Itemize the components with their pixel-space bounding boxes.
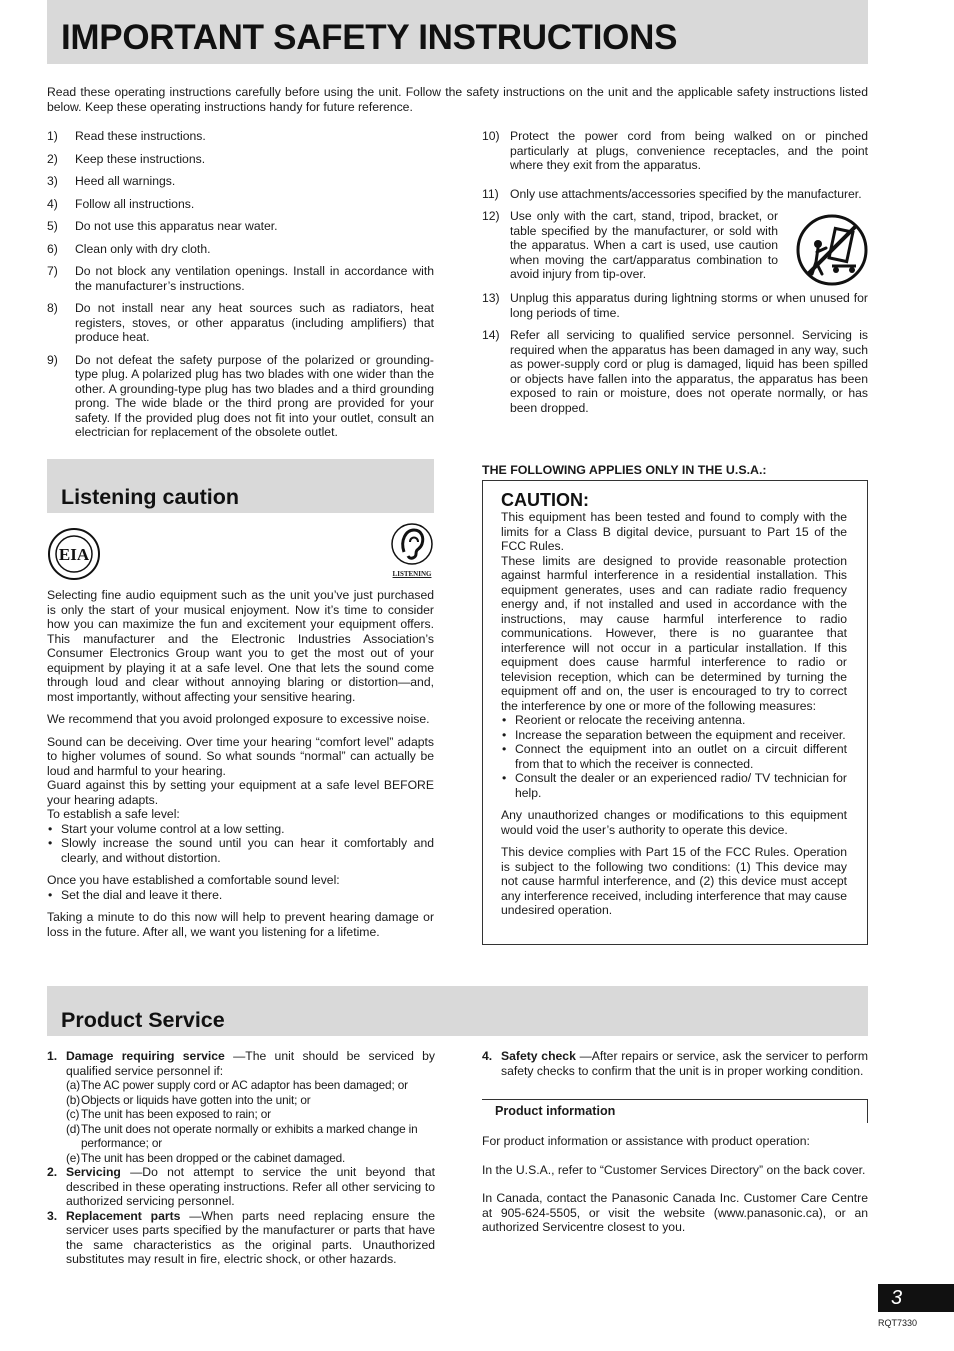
document-code: RQT7330 (878, 1318, 918, 1328)
safety-list-left (47, 129, 434, 440)
product-service-heading: Product Service (61, 1008, 225, 1032)
page-number-tab (878, 1284, 954, 1312)
listening-paragraph: Taking a minute to do this now will help to prevent hearing damage or loss in the future. After all, we want you listening for a lifetime. (47, 910, 434, 939)
product-information-body (482, 1134, 868, 1235)
intro-text: Read these operating instructions carefully before using the unit. Follow the safety instructions on the unit and the applicable safety instructions listed below. Keep these operating instructions handy for future reference. (47, 85, 868, 114)
list-item: • Consult the dealer or an experienced radio/ TV technician for help. (501, 771, 847, 800)
list-item: 1. Damage requiring service —The unit should be serviced by qualified service personnel if: (47, 1049, 435, 1078)
listening-badge (390, 522, 434, 580)
list-item: (a) The AC power supply cord or AC adaptor has been damaged; or (66, 1078, 408, 1092)
listening-paragraph: Selecting fine audio equipment such as the unit you’ve just purchased is only the start of your musical enjoyment. Now it’s time to consider how you can maximize the fun and excitement your equipment offers. This manufacturer and the Electronic Industries Association’s Consumer Electronics Group want you to get the most out of your equipment by playing it at a safe level. One that lets the sound come through loud and clear without annoying blaring or distortion—and, most importantly, without affecting your sensitive hearing. (47, 588, 434, 704)
list-item: 9) Do not defeat the safety purpose of the polarized or grounding-type plug. A polarized plug has two blades with one wider than the other. A grounding-type plug has two blades and a third grounding prong. The wide blade or the third prong are provided for your safety. If the provided plug does not fit into your outlet, consult an electrician for replacement of the obsolete outlet. (47, 352, 434, 439)
caution-paragraph: This equipment has been tested and found to comply with the limits for a Class B digital device, pursuant to Part 15 of the FCC Rules. (501, 510, 847, 553)
listening-paragraph: Sound can be deceiving. Over time your hearing “comfort level” adapts to higher volumes of sound. So what sounds “normal” can actually be loud and harmful to your hearing. (47, 734, 434, 778)
list-item: 8) Do not install near any heat sources such as radiators, heat registers, stoves, or other apparatus (including amplifiers) that produce heat. (47, 301, 434, 344)
eia-logo-text: EIA (58, 545, 90, 564)
product-service-left (47, 1049, 435, 1267)
listening-caution-body (47, 588, 434, 939)
product-information-box (482, 1099, 868, 1123)
caution-paragraph: Any unauthorized changes or modifications to this equipment would void the user’s authority to operate this device. (501, 808, 847, 837)
list-item: • Reorient or relocate the receiving antenna. (501, 713, 847, 728)
cart-tipover-warning-icon (796, 214, 868, 286)
list-item: 3) Heed all warnings. (47, 174, 176, 188)
caution-paragraph: This device complies with Part 15 of the FCC Rules. Operation is subject to the following two conditions: (1) This device may not cause harmful interference, and (2) this device must accept any interference received, including interference that may cause undesired operation. (501, 845, 847, 917)
listening-paragraph: To establish a safe level: (47, 807, 180, 821)
ear-icon (390, 522, 434, 566)
list-item: 3. Replacement parts —When parts need replacing ensure the servicer uses parts specified by the manufacturer or parts that have the same characteristics as the original parts. Unauthorized substitutes may result in fire, electric shock, or other hazards. (47, 1208, 436, 1266)
list-item: 7) Do not block any ventilation openings. Install in accordance with the manufacturer’s instructions. (47, 264, 434, 293)
info-paragraph: For product information or assistance with product operation: (482, 1134, 810, 1148)
list-item: 5) Do not use this apparatus near water. (47, 219, 278, 233)
usa-only-label: THE FOLLOWING APPLIES ONLY IN THE U.S.A.: (482, 463, 767, 477)
list-item: 4) Follow all instructions. (47, 196, 195, 211)
list-item: • Slowly increase the sound until you can hear it comfortably and clearly, and without distortion. (47, 836, 434, 865)
eia-logo (47, 527, 101, 581)
list-item: 2. Servicing —Do not attempt to service the unit beyond that described in these operating instructions. Refer all other servicing to authorized servicing personnel. (47, 1165, 435, 1208)
list-item: (e) The unit has been dropped or the cabinet damaged. (66, 1150, 346, 1165)
product-information-heading: Product information (495, 1104, 616, 1118)
list-item: 11) Only use attachments/accessories specified by the manufacturer. (482, 186, 862, 201)
listening-caution-heading: Listening caution (61, 485, 239, 509)
product-service-banner (47, 986, 868, 1036)
listening-badge-text: LISTENING (392, 569, 432, 578)
list-item: 12) Use only with the cart, stand, tripod, bracket, or table specified by the manufacturer, or sold with the apparatus. When a cart is used, use caution when moving the cart/apparatus combination to avoid injury from tip-over. (482, 209, 778, 281)
list-item: 10) Protect the power cord from being walked on or pinched particularly at plugs, convenience receptacles, and the point where they exit from the apparatus. (482, 129, 868, 172)
info-paragraph: In the U.S.A., refer to “Customer Services Directory” on the back cover. (482, 1162, 866, 1177)
list-item: (b) Objects or liquids have gotten into the unit; or (66, 1092, 311, 1107)
list-item: • Increase the separation between the equipment and receiver. (501, 728, 847, 743)
listening-caution-banner (47, 459, 434, 513)
list-item: 2) Keep these instructions. (47, 151, 206, 166)
list-item: 6) Clean only with dry cloth. (47, 241, 211, 256)
listening-paragraph: Once you have established a comfortable sound level: (47, 873, 340, 887)
list-item: • Start your volume control at a low setting. (47, 822, 434, 837)
listening-paragraph: Guard against this by setting your equipment at a safe level BEFORE your hearing adapts. (47, 778, 434, 807)
title-banner (47, 0, 868, 64)
fcc-caution-box (482, 480, 868, 945)
product-service-right (482, 1049, 868, 1078)
list-item: (d) The unit does not operate normally or exhibits a marked change in performance; or (66, 1121, 418, 1150)
caution-paragraph: These limits are designed to provide reasonable protection against harmful interference in a residential installation. This equipment generates, uses and can radiate radio frequency energy and, if not installed and used in accordance with the instructions, may cause harmful interference to radio communications. However, there is no guarantee that interference will not occur in a particular installation. If this equipment does cause harmful interference to radio or television reception, which can be determined by turning the equipment off and on, the user is encouraged to try to correct the interference by one or more of the following measures: (501, 553, 847, 713)
list-item: • Connect the equipment into an outlet on a circuit different from that to which the receiver is connected. (501, 742, 847, 771)
list-item: 4. Safety check —After repairs or service, ask the servicer to perform safety checks to confirm that the unit is in proper working condition. (482, 1049, 868, 1078)
list-item: 14) Refer all servicing to qualified service personnel. Servicing is required when the apparatus has been damaged in any way, such as power-supply cord or plug is damaged, liquid has been spilled or objects have fallen into the apparatus, the apparatus has been exposed to rain or moisture, does not operate normally, or has been dropped. (482, 328, 868, 415)
caution-heading: CAUTION: (501, 490, 589, 510)
info-paragraph: In Canada, contact the Panasonic Canada Inc. Customer Care Centre at 905-624-5505, or visit the website (www.panasonic.ca), or an authorized Servicentre closest to you. (482, 1191, 868, 1234)
listening-paragraph: We recommend that you avoid prolonged exposure to excessive noise. (47, 712, 430, 726)
list-item: • Set the dial and leave it there. (47, 888, 434, 903)
list-item: 1) Read these instructions. (47, 129, 206, 143)
list-item: 13) Unplug this apparatus during lightning storms or when unused for long periods of time. (482, 291, 868, 320)
page-number: 3 (891, 1287, 903, 1309)
page-title: IMPORTANT SAFETY INSTRUCTIONS (61, 18, 678, 57)
list-item: (c) The unit has been exposed to rain; or (66, 1107, 271, 1121)
